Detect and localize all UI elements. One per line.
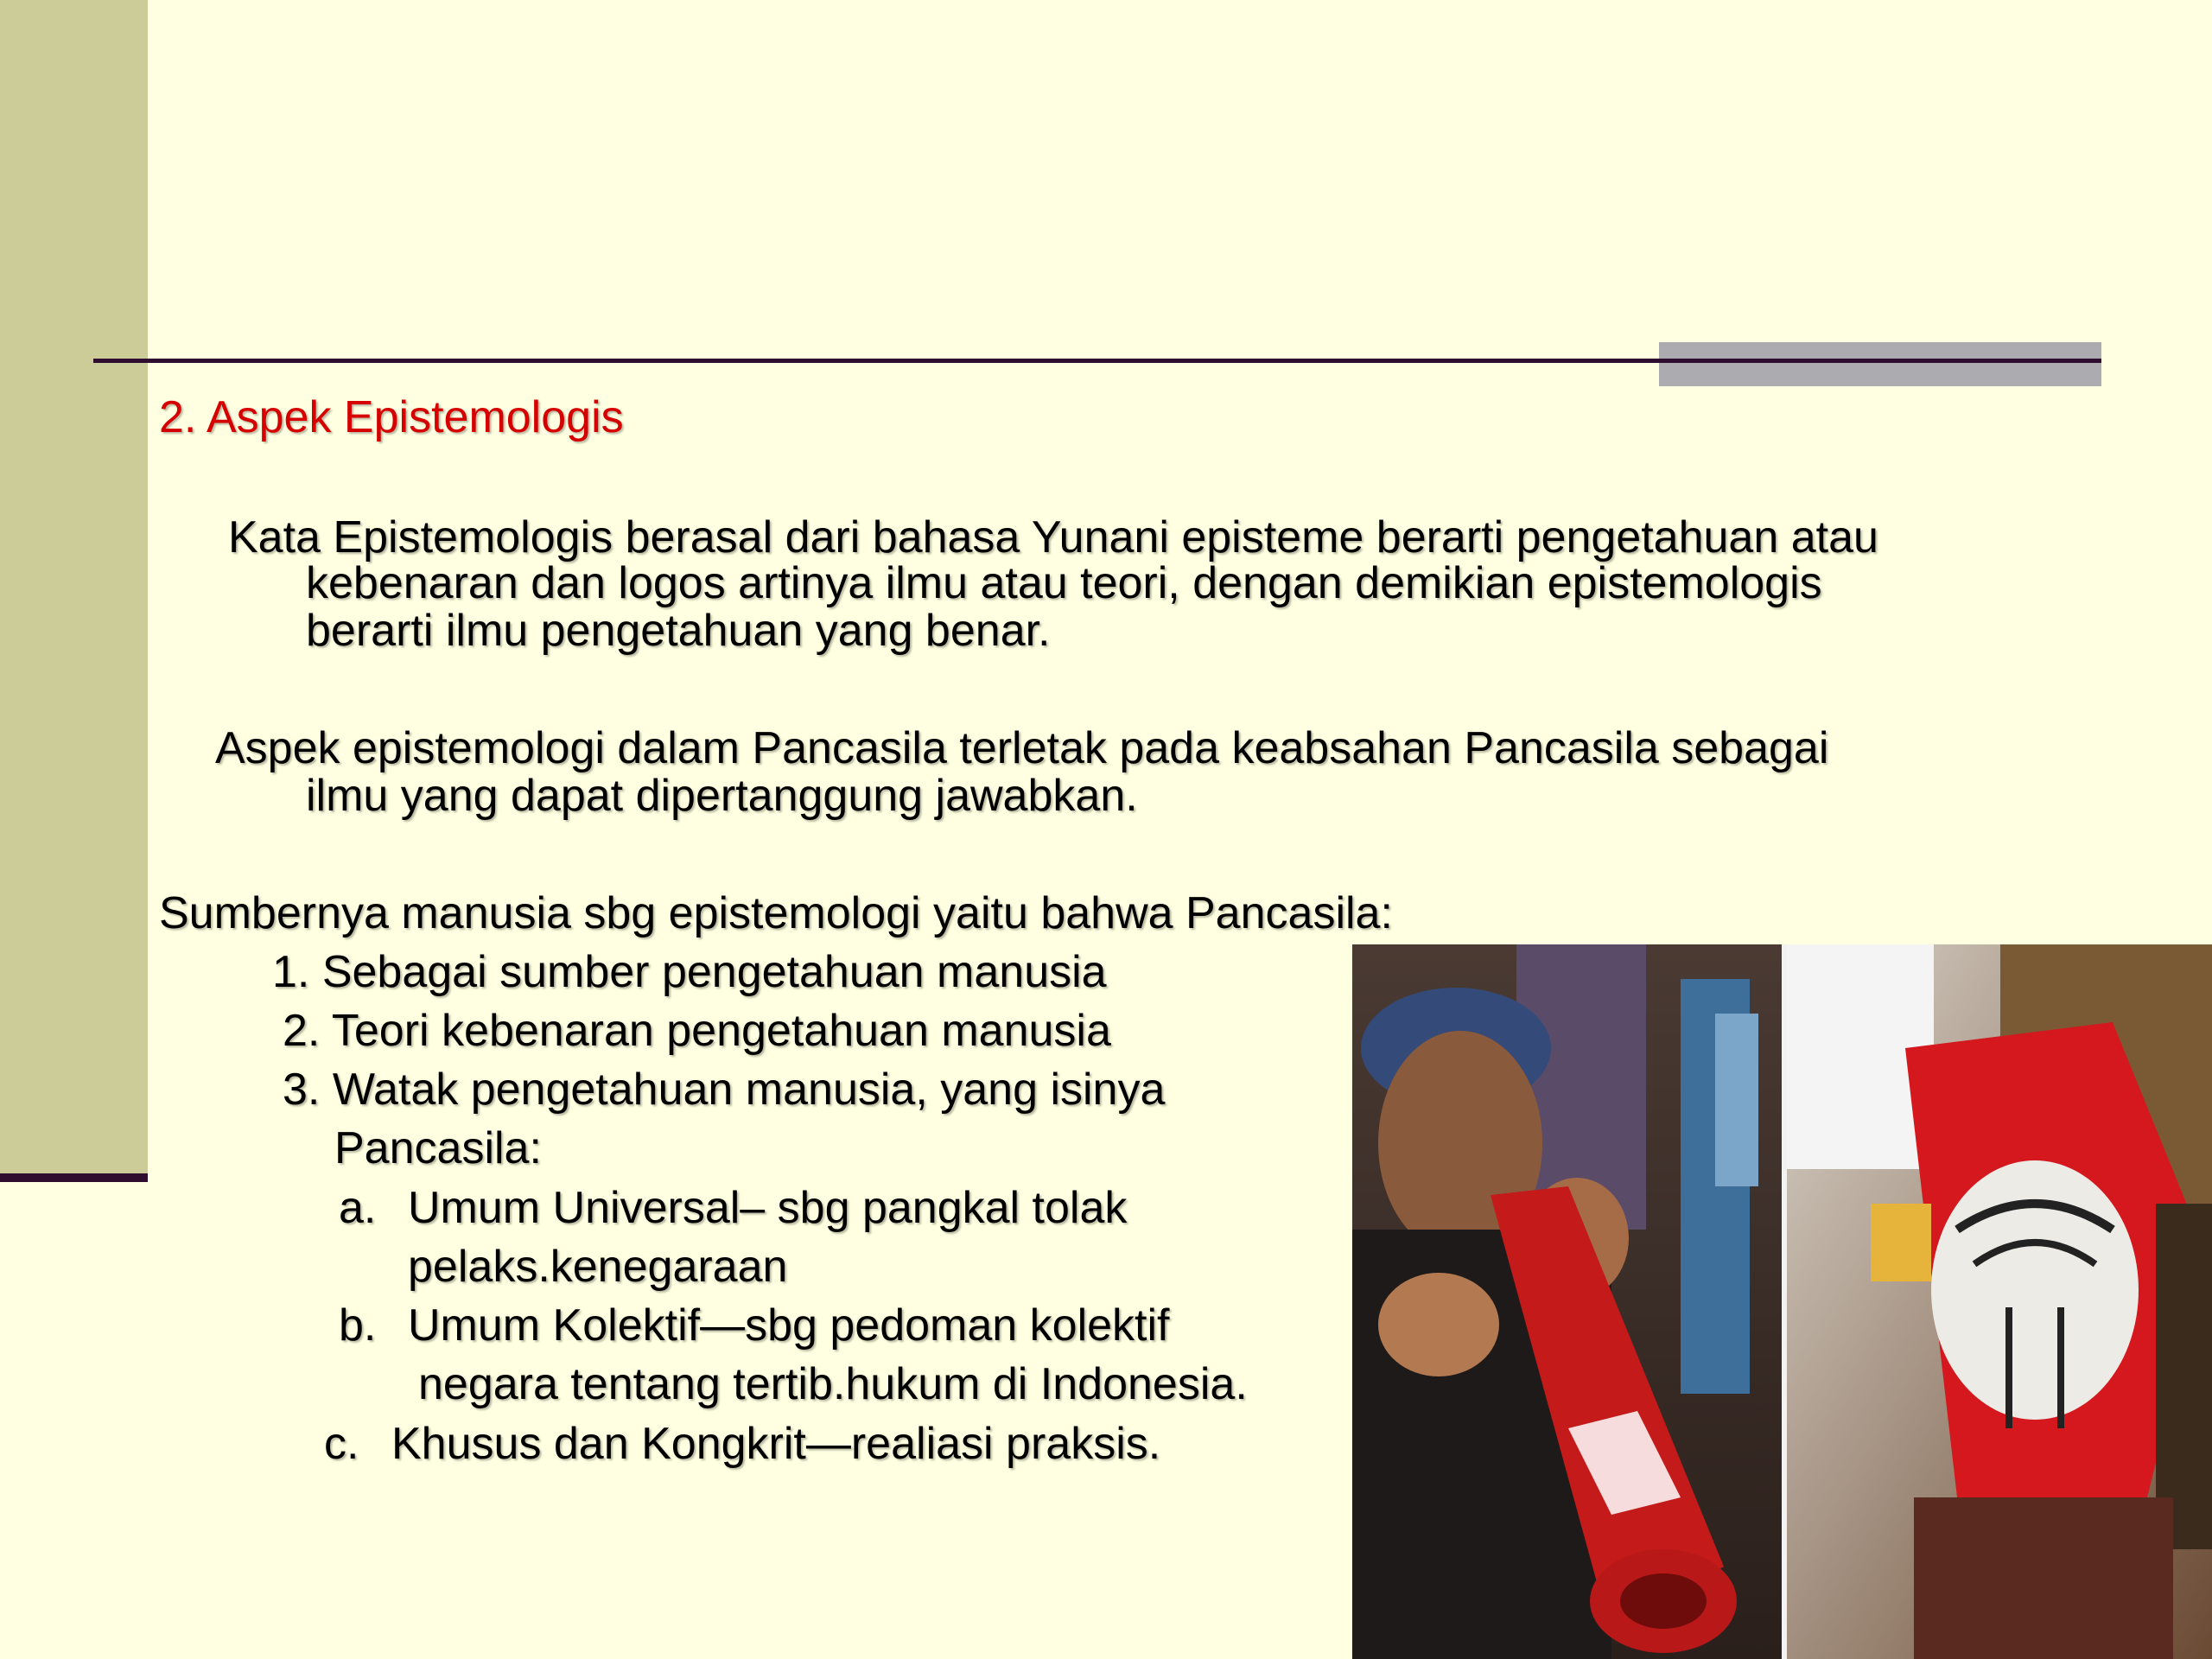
paragraph-2-line-1: Aspek epistemologi dalam Pancasila terletak pada keabsahan Pancasila sebagai — [215, 723, 1829, 773]
paragraph-2-line-2: ilmu yang dapat dipertanggung jawabkan. — [306, 771, 1138, 821]
subitem-b-line-1: Umum Kolektif—sbg pedoman kolektif — [408, 1300, 1170, 1351]
title-rule-overlay — [1659, 359, 2101, 363]
subitem-c-marker: c. — [324, 1419, 359, 1469]
title-accent-bar — [1659, 342, 2101, 386]
subitem-a-line-1: Umum Universal– sbg pangkal tolak — [408, 1183, 1128, 1233]
source-item-1: 1. Sebagai sumber pengetahuan manusia — [272, 947, 1107, 997]
photo-illustration — [1352, 944, 2212, 1659]
subitem-b-marker: b. — [339, 1300, 377, 1351]
sidebar-bottom-rule — [0, 1173, 148, 1182]
subitem-c-line-1: Khusus dan Kongkrit—realiasi praksis. — [391, 1419, 1161, 1469]
paragraph-1-line-3: berarti ilmu pengetahuan yang benar. — [306, 606, 1051, 656]
subitem-b-line-2: negara tentang tertib.hukum di Indonesia. — [418, 1359, 1248, 1409]
cultural-performers-photo — [1352, 944, 2212, 1659]
source-item-2: 2. Teori kebenaran pengetahuan manusia — [283, 1006, 1111, 1056]
left-sidebar-band — [0, 0, 148, 1173]
source-item-3-line-1: 3. Watak pengetahuan manusia, yang isinya — [283, 1065, 1166, 1115]
paragraph-1-line-2: kebenaran dan logos artinya ilmu atau teori, dengan demikian epistemologis — [306, 558, 1822, 608]
sources-intro: Sumbernya manusia sbg epistemologi yaitu bahwa Pancasila: — [159, 888, 1393, 938]
subitem-a-line-2: pelaks.kenegaraan — [408, 1242, 788, 1292]
slide-heading: 2. Aspek Epistemologis — [159, 392, 624, 442]
source-item-3-line-2: Pancasila: — [334, 1123, 542, 1173]
subitem-a-marker: a. — [339, 1183, 377, 1233]
paragraph-1-line-1: Kata Epistemologis berasal dari bahasa Yunani episteme berarti pengetahuan atau — [228, 512, 1878, 563]
